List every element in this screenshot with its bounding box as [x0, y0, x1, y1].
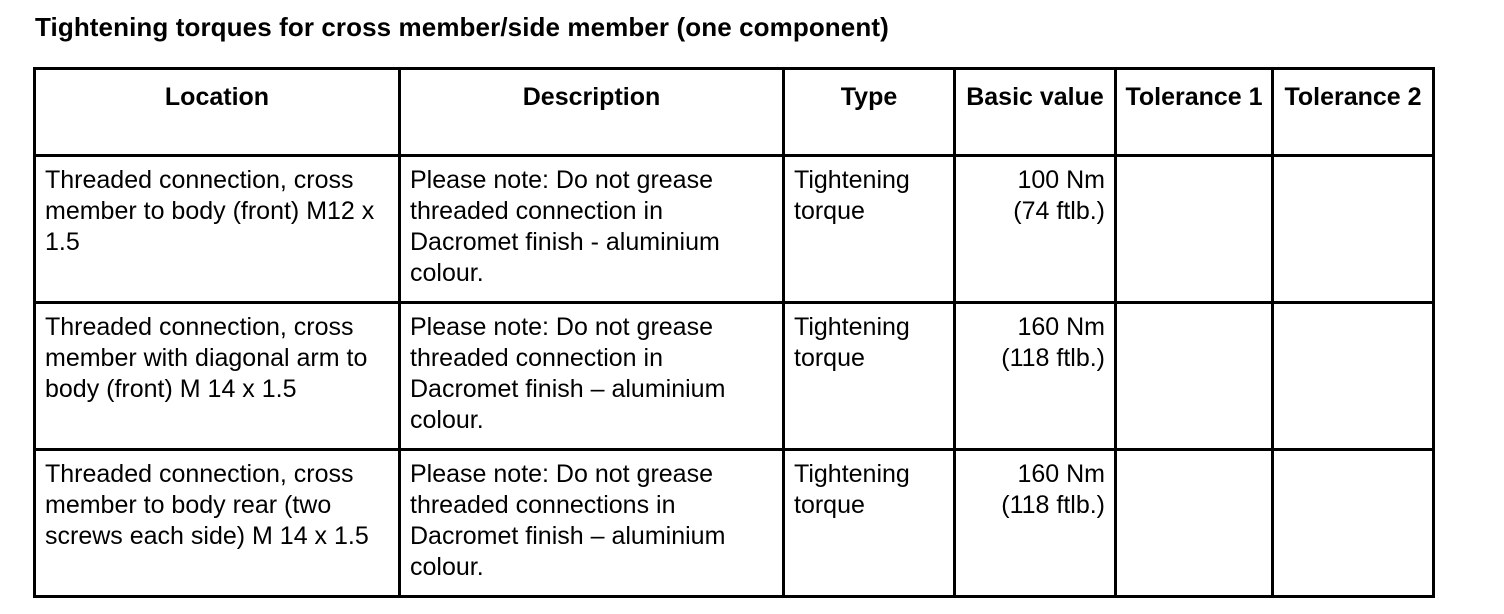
- basic-value-nm: 160 Nm: [1017, 313, 1105, 341]
- location-cell: Threaded connection, cross member to body rear (two screws each side) M 14 x 1.5: [35, 450, 400, 597]
- type-cell: Tightening torque: [784, 156, 955, 303]
- tolerance-1-cell: [1116, 450, 1273, 597]
- tolerance-2-cell: [1273, 450, 1434, 597]
- description-cell: Please note: Do not grease threaded connections in Dacromet finish – aluminium colour.: [400, 450, 784, 597]
- basic-value-cell: [955, 156, 1116, 303]
- header-location: Location: [35, 69, 400, 156]
- document-title: Tightening torques for cross member/side member (one component): [35, 12, 889, 42]
- basic-value-nm: 160 Nm: [1017, 460, 1105, 488]
- tolerance-1-cell: [1116, 156, 1273, 303]
- tolerance-1-cell: [1116, 303, 1273, 450]
- description-cell: Please note: Do not grease threaded connection in Dacromet finish - aluminium colour.: [400, 156, 784, 303]
- basic-value-ftlb: (118 ftlb.): [1001, 344, 1105, 372]
- table-header-row: [35, 69, 1434, 156]
- header-tolerance-2: Tolerance 2: [1273, 69, 1434, 156]
- type-cell: Tightening torque: [784, 303, 955, 450]
- tolerance-2-cell: [1273, 156, 1434, 303]
- header-type: Type: [784, 69, 955, 156]
- basic-value-ftlb: (74 ftlb.): [1013, 197, 1105, 225]
- header-tolerance-1: Tolerance 1: [1116, 69, 1273, 156]
- basic-value-cell: [955, 450, 1116, 597]
- location-cell: Threaded connection, cross member with diagonal arm to body (front) M 14 x 1.5: [35, 303, 400, 450]
- table-row: [35, 450, 1434, 597]
- tolerance-2-cell: [1273, 303, 1434, 450]
- header-description: Description: [400, 69, 784, 156]
- basic-value-nm: 100 Nm: [1017, 166, 1105, 194]
- location-cell: Threaded connection, cross member to body (front) M12 x 1.5: [35, 156, 400, 303]
- basic-value-ftlb: (118 ftlb.): [1001, 491, 1105, 519]
- type-cell: Tightening torque: [784, 450, 955, 597]
- basic-value-cell: [955, 303, 1116, 450]
- table-row: [35, 156, 1434, 303]
- description-cell: Please note: Do not grease threaded connection in Dacromet finish – aluminium colour.: [400, 303, 784, 450]
- torque-table: [33, 67, 1435, 598]
- header-basic-value: Basic value: [955, 69, 1116, 156]
- table-row: [35, 303, 1434, 450]
